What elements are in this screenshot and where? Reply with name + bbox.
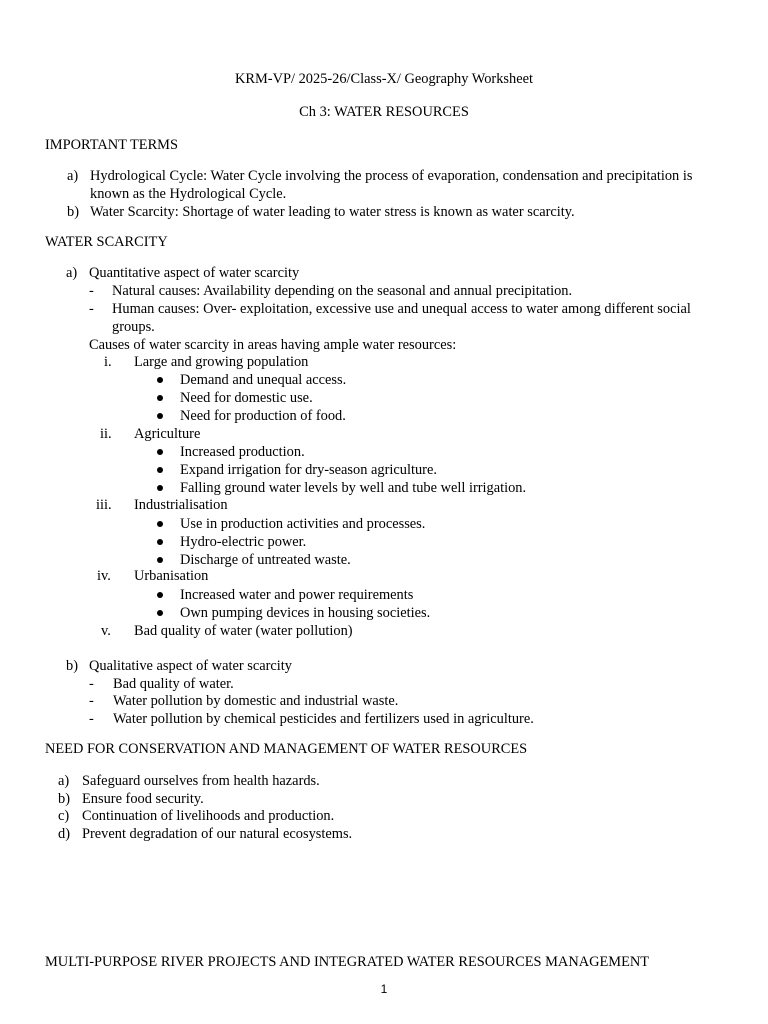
- cause-bullet: Discharge of untreated waste.: [180, 552, 351, 568]
- term-hydrological-cycle: Hydrological Cycle: Water Cycle involving the process of evaporation, condensation and precipitation is: [90, 168, 693, 184]
- list-marker: b): [67, 204, 79, 220]
- cause-title: Bad quality of water (water pollution): [134, 623, 353, 639]
- bullet-icon: [157, 592, 163, 598]
- qualitative-item: Bad quality of water.: [113, 676, 234, 692]
- cause-title: Urbanisation: [134, 568, 209, 584]
- bullet-icon: [157, 467, 163, 473]
- roman-marker: ii.: [100, 426, 112, 442]
- cause-bullet: Increased water and power requirements: [180, 587, 414, 603]
- list-marker: b): [66, 658, 78, 674]
- quantitative-aspect-title: Quantitative aspect of water scarcity: [89, 265, 300, 281]
- bullet-icon: [157, 395, 163, 401]
- cause-title: Industrialisation: [134, 497, 228, 513]
- qualitative-item: Water pollution by domestic and industrial waste.: [113, 693, 399, 709]
- bullet-icon: [157, 413, 163, 419]
- human-causes: Human causes: Over- exploitation, excessive use and unequal access to water among different social: [112, 301, 691, 317]
- cause-bullet: Demand and unequal access.: [180, 372, 347, 388]
- conservation-item: Safeguard ourselves from health hazards.: [82, 773, 320, 789]
- qualitative-aspect-title: Qualitative aspect of water scarcity: [89, 658, 292, 674]
- list-marker: d): [58, 826, 70, 842]
- bullet-icon: [157, 610, 163, 616]
- list-marker: c): [58, 808, 70, 824]
- term-hydrological-cycle-cont: known as the Hydrological Cycle.: [90, 186, 287, 202]
- roman-marker: v.: [101, 623, 111, 639]
- roman-marker: iii.: [96, 497, 112, 513]
- bullet-icon: [157, 485, 163, 491]
- worksheet-header: KRM-VP/ 2025-26/Class-X/ Geography Worksheet: [235, 71, 533, 87]
- cause-bullet: Own pumping devices in housing societies.: [180, 605, 431, 621]
- section-heading-conservation: NEED FOR CONSERVATION AND MANAGEMENT OF WATER RESOURCES: [45, 741, 528, 757]
- conservation-item: Prevent degradation of our natural ecosystems.: [82, 826, 353, 842]
- list-marker: a): [66, 265, 78, 281]
- roman-marker: i.: [104, 354, 112, 370]
- bullet-icon: [157, 449, 163, 455]
- natural-causes: Natural causes: Availability depending on the seasonal and annual precipitation.: [112, 283, 573, 299]
- section-heading-important-terms: IMPORTANT TERMS: [45, 137, 178, 153]
- section-heading-water-scarcity: WATER SCARCITY: [45, 234, 168, 250]
- section-heading-multipurpose: MULTI-PURPOSE RIVER PROJECTS AND INTEGRATED WATER RESOURCES MANAGEMENT: [45, 954, 650, 970]
- cause-bullet: Expand irrigation for dry-season agriculture.: [180, 462, 437, 478]
- list-marker: b): [58, 791, 70, 807]
- cause-bullet: Falling ground water levels by well and tube well irrigation.: [180, 480, 527, 496]
- cause-bullet: Need for domestic use.: [180, 390, 313, 406]
- causes-intro: Causes of water scarcity in areas having ample water resources:: [89, 337, 457, 353]
- qualitative-item: Water pollution by chemical pesticides and fertilizers used in agriculture.: [113, 711, 534, 727]
- cause-title: Large and growing population: [134, 354, 309, 370]
- conservation-item: Continuation of livelihoods and production.: [82, 808, 335, 824]
- term-water-scarcity: Water Scarcity: Shortage of water leading to water stress is known as water scarcity.: [90, 204, 575, 220]
- bullet-icon: [157, 521, 163, 527]
- dash-marker: -: [89, 693, 94, 709]
- cause-bullet: Hydro-electric power.: [180, 534, 307, 550]
- list-marker: a): [67, 168, 79, 184]
- bullet-icon: [157, 377, 163, 383]
- list-marker: a): [58, 773, 70, 789]
- human-causes-cont: groups.: [112, 319, 155, 335]
- page-number: 1: [380, 982, 388, 996]
- chapter-title: Ch 3: WATER RESOURCES: [299, 104, 469, 120]
- dash-marker: -: [89, 283, 94, 299]
- cause-bullet: Use in production activities and processes.: [180, 516, 426, 532]
- bullet-icon: [157, 557, 163, 563]
- dash-marker: -: [89, 676, 94, 692]
- bullet-icon: [157, 539, 163, 545]
- roman-marker: iv.: [97, 568, 111, 584]
- dash-marker: -: [89, 301, 94, 317]
- dash-marker: -: [89, 711, 94, 727]
- cause-title: Agriculture: [134, 426, 201, 442]
- cause-bullet: Increased production.: [180, 444, 305, 460]
- cause-bullet: Need for production of food.: [180, 408, 346, 424]
- conservation-item: Ensure food security.: [82, 791, 204, 807]
